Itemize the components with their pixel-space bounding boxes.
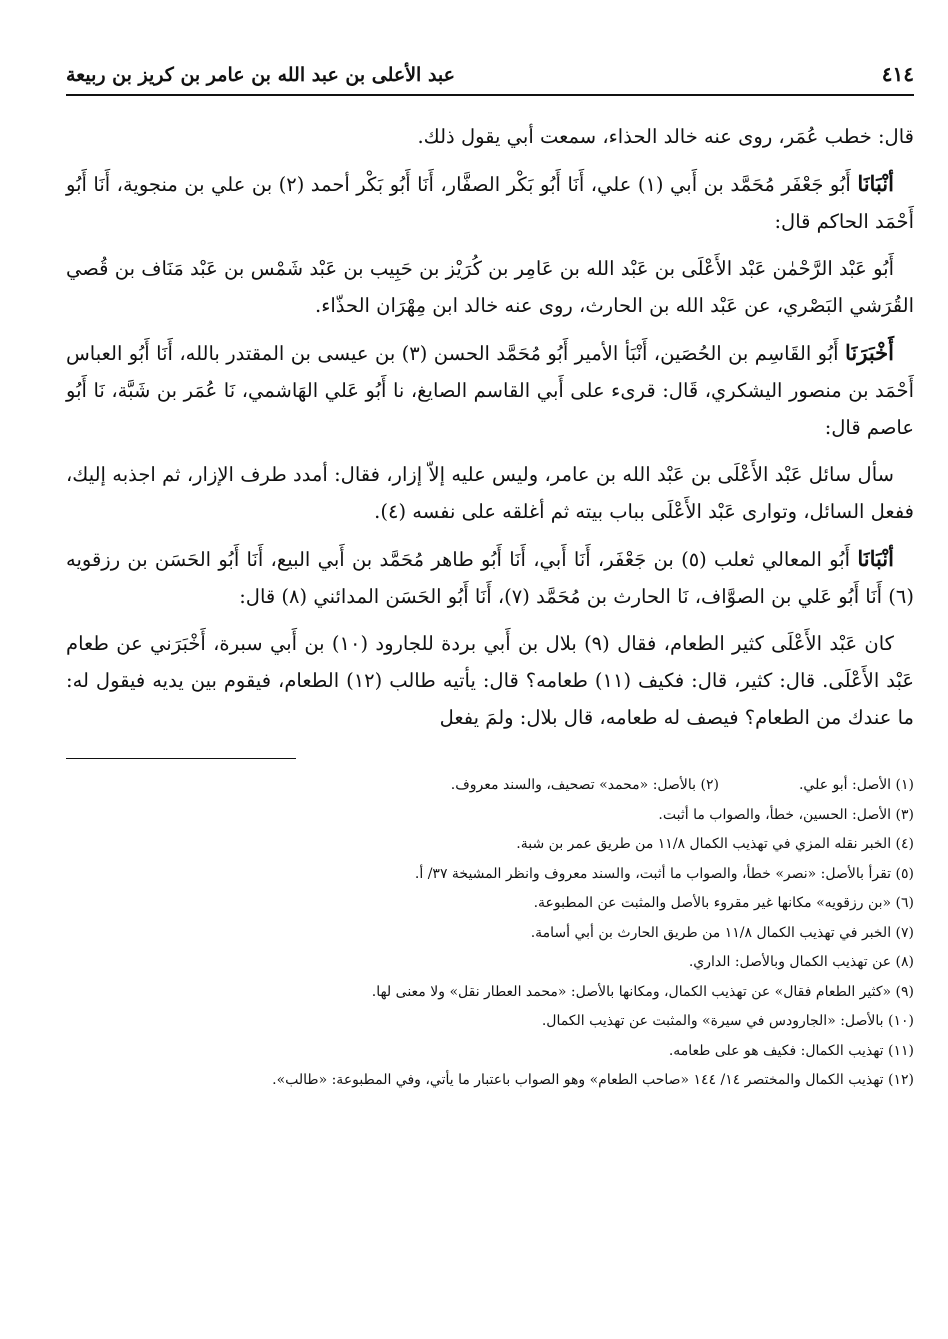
running-title: عبد الأعلى بن عبد الله بن عامر بن كريز بن ربيعة: [66, 64, 455, 86]
footnote-6: (٦) «بن رزقويه» مكانها غير مقروء بالأصل والمثبت عن المطبوعة.: [533, 895, 914, 911]
paragraph-2: أنْبَانَا أَبُو جَعْفَر مُحَمَّد بن أَبي (١) علي، أَنَا أَبُو بَكْر الصفَّار، أَنَا أَبُو بَكْر أحمد (٢) بن علي بن منجوية، أَنَا أَبُو أَحْمَد الحاكم قال:: [66, 171, 914, 233]
isnad-keyword: أنْبَانَا: [857, 546, 894, 571]
paragraph-6: أنْبَانَا أَبُو المعالي ثعلب (٥) بن جَعْفَر، أَنَا أَبي، أَنَا أَبُو طاهر مُحَمَّد بن أَبي البيع، أَنَا أَبُو الحَسَن بن رزقويه (٦) أَنَا أَبُو عَلي بن الصوَّاف، نَا الحارث بن مُحَمَّد (٧)، أَنَا أَبُو الحَسَن المدائني (٨) قال:: [66, 546, 914, 608]
footnote-7: (٧) الخبر في تهذيب الكمال ١١/٨ من طريق الحارث بن أبي أسامة.: [530, 924, 914, 941]
isnad-keyword: أنْبَانَا: [857, 171, 894, 196]
footnote-separator: [66, 758, 296, 759]
footnote-12: (١٢) تهذيب الكمال والمختصر ١٤/ ١٤٤ «صاحب الطعام» وهو الصواب باعتبار ما يأتي، وفي المطبوعة: «طالب».: [272, 1072, 914, 1088]
main-text: [66, 118, 914, 736]
paragraph-4: أَخْبَرَنَا أَبُو القَاسِم بن الحُصَين، أَنْبَأ الأمير أَبُو مُحَمَّد الحسن (٣) بن عيسى بن المقتدر بالله، أَنَا أَبُو العباس أَحْمَد بن منصور اليشكري، قَال: قرىء على أَبي القاسم الصايغ، نا أَبُو عَلي الهَاشمي، نَا عُمَر بن شَبَّة، نَا أَبُو عاصم قال:: [66, 340, 914, 439]
paragraph-7: كان عَبْد الأَعْلَى كثير الطعام، فقال (٩) بلال بن أَبي بردة للجارود (١٠) بن أَبي سبرة، أَخْبَرَني عن طعام عَبْد الأَعْلَى. قال: كثير، قال: فكيف (١١) طعامه؟ قال: يأتيه طالب (١٢) الطعام، فيقوم بين يديه فيقول له: ما عندك من الطعام؟ فيصف له طعامه، قال بلال: ولمَ يفعل: [66, 632, 914, 729]
paragraph-1: قال: خطب عُمَر، روى عنه خالد الحذاء، سمعت أبي يقول ذلك.: [417, 125, 914, 148]
footnote-2: (٢) بالأصل: «محمد» تصحيف، والسند معروف.: [450, 777, 719, 793]
paragraph-3: أَبُو عَبْد الرَّحْمٰن عَبْد الأَعْلَى بن عَبْد الله بن عَامِر بن كُرَيْز بن حَبِيب بن عَبْد شَمْس بن عَبْد مَنَاف بن قُصي القُرَشي البَصْري، عن عَبْد الله بن الحارث، روى عنه خالد ابن مِهْرَان الحذّاء.: [66, 257, 914, 317]
footnote-8: (٨) عن تهذيب الكمال وبالأصل: الداري.: [688, 954, 914, 970]
footnote-3: (٣) الأصل: الحسين، خطأ، والصواب ما أثبت.: [658, 806, 914, 823]
footnotes: [66, 771, 914, 1096]
isnad-keyword: أَخْبَرَنَا: [845, 340, 894, 365]
footnote-9: (٩) «كثير الطعام فقال» عن تهذيب الكمال، ومكانها بالأصل: «محمد العطار نقل» ولا معنى لها.: [371, 983, 914, 1000]
footnote-10: (١٠) بالأصل: «الجارودس في سيرة» والمثبت عن تهذيب الكمال.: [541, 1013, 914, 1029]
page-header: [66, 62, 914, 96]
page-number: ٤١٤: [881, 62, 914, 86]
footnote-1: (١) الأصل: أبو علي.: [798, 777, 914, 793]
footnote-row: [66, 771, 914, 801]
footnote-11: (١١) تهذيب الكمال: فكيف هو على طعامه.: [668, 1042, 914, 1059]
paragraph-5: سأل سائل عَبْد الأَعْلَى بن عَبْد الله بن عامر، وليس عليه إلاّ إزار، فقال: أمدد طرف الإزار، ثم اجذبه إليك، ففعل السائل، وتوارى عَبْد الأَعْلَى بباب بيته ثم أغلقه على نفسه (٤).: [66, 463, 914, 523]
footnote-5: (٥) تقرأ بالأصل: «نصر» خطأ، والصواب ما أثبت، والسند معروف وانظر المشيخة ٣٧/ أ.: [414, 865, 914, 882]
book-page: [66, 62, 914, 1096]
footnote-4: (٤) الخبر نقله المزي في تهذيب الكمال ١١/٨ من طريق عمر بن شبة.: [516, 836, 914, 852]
